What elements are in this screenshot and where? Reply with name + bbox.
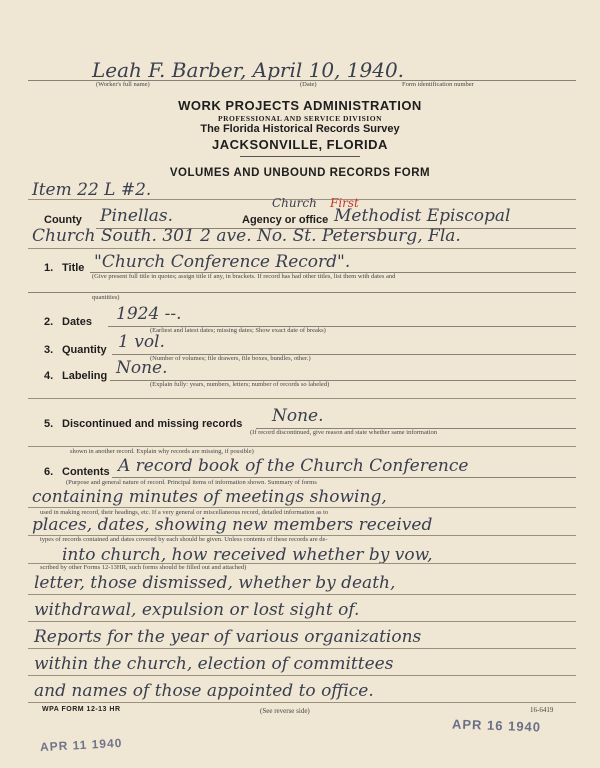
- contents-line-6: withdrawal, expulsion or lost sight of.: [34, 600, 360, 620]
- discontinued-line-2: [28, 446, 576, 447]
- labeling-label: Labeling: [62, 370, 108, 382]
- date-label: (Date): [300, 81, 317, 88]
- title-hint: (Give present full title in quotes; assign title if any, in brackets. If record has had other titles, list them with dates and: [92, 273, 396, 280]
- form-title: VOLUMES AND UNBOUND RECORDS FORM: [169, 167, 431, 179]
- discontinued-value: None.: [272, 406, 324, 426]
- quantity-value: 1 vol.: [118, 332, 165, 352]
- form-number-label: WPA FORM 12-13 HR: [42, 706, 121, 713]
- labeling-line-2: [28, 398, 576, 399]
- contents-line-4: into church, how received whether by vow,: [62, 545, 433, 565]
- quantity-num: 3.: [44, 344, 54, 356]
- agency-insert: Church: [272, 196, 317, 210]
- title-line-2: [28, 292, 576, 293]
- address-line: [28, 248, 576, 249]
- city-heading: JACKSONVILLE, FLORIDA: [212, 137, 388, 152]
- dates-hint: (Earliest and latest dates; missing dates; Show exact date of breaks): [150, 327, 326, 334]
- quantity-hint: (Number of volumes; file drawers, file boxes, bundles, other.): [150, 355, 311, 362]
- contents-hint-3: types of records contained and dates covered by each should be given. Unless contents of these records are de-: [40, 536, 328, 543]
- discontinued-num: 5.: [44, 418, 54, 430]
- contents-hint-4: scribed by other Forms 12-13HR, such forms should be filled out and attached): [40, 564, 247, 571]
- labeling-hint: (Explain fully: years, numbers, letters; number of records so labeled): [150, 381, 330, 388]
- contents-hint-1: (Purpose and general nature of record. Principal items of information shown. Summary of forms: [66, 479, 317, 486]
- agency-address: Church South. 301 2 ave. No. St. Petersburg, Fla.: [32, 226, 461, 246]
- reverse-side-note: (See reverse side): [260, 707, 310, 715]
- division-heading: PROFESSIONAL AND SERVICE DIVISION: [218, 114, 382, 123]
- contents-rule-5: [28, 594, 576, 595]
- contents-rule-2: [28, 507, 576, 508]
- labeling-num: 4.: [44, 370, 54, 382]
- title-num: 1.: [44, 262, 54, 274]
- contents-line-5: letter, those dismissed, whether by death,: [34, 573, 396, 593]
- dates-value: 1924 --.: [116, 304, 182, 324]
- contents-line-7: Reports for the year of various organizations: [34, 627, 422, 647]
- contents-line-9: and names of those appointed to office.: [34, 681, 374, 701]
- dates-num: 2.: [44, 316, 54, 328]
- contents-rule-8: [28, 675, 576, 676]
- dates-label: Dates: [62, 316, 92, 328]
- contents-rule-7: [28, 648, 576, 649]
- discontinued-hint-2: shown in another record. Explain why records are missing, if possible): [70, 448, 254, 455]
- contents-label: Contents: [62, 466, 110, 478]
- quantity-label: Quantity: [62, 344, 107, 356]
- item-reference: Item 22 L #2.: [32, 180, 152, 200]
- agency-label: Agency or office: [242, 214, 329, 226]
- form-id-label: Form identification number: [402, 81, 474, 88]
- print-number: 16-6419: [530, 706, 554, 714]
- labeling-value: None.: [116, 358, 168, 378]
- title-label: Title: [62, 262, 85, 274]
- agency-insert-red: First: [330, 196, 359, 210]
- contents-rule-1: [112, 477, 576, 478]
- contents-rule-9: [28, 702, 576, 703]
- received-stamp-left: APR 11 1940: [39, 735, 123, 755]
- discontinued-label: Discontinued and missing records: [62, 418, 243, 430]
- received-stamp-right: APR 16 1940: [451, 716, 542, 735]
- contents-num: 6.: [44, 466, 54, 478]
- discontinued-hint: (If record discontinued, give reason and state whether same information: [250, 429, 437, 436]
- county-label: County: [44, 214, 82, 226]
- worker-signature-date: Leah F. Barber, April 10, 1940.: [92, 58, 405, 82]
- contents-line-2: containing minutes of meetings showing,: [32, 487, 387, 507]
- contents-line-3: places, dates, showing new members received: [32, 515, 433, 535]
- title-value: "Church Conference Record".: [94, 252, 351, 272]
- contents-line-8: within the church, election of committees: [34, 654, 394, 674]
- contents-line-1: A record book of the Church Conference: [118, 456, 469, 476]
- county-value: Pinellas.: [100, 206, 174, 226]
- contents-rule-6: [28, 621, 576, 622]
- agency-value: Methodist Episcopal: [334, 206, 511, 226]
- contents-hint-2: used in making record, their headings, etc. If a very general or miscellaneous record, detailed information as to: [40, 509, 329, 516]
- worker-name-label: (Worker's full name): [96, 81, 150, 88]
- title-hint-2: quantities): [92, 294, 120, 301]
- survey-heading: The Florida Historical Records Survey: [200, 123, 400, 135]
- header-divider: [240, 156, 360, 157]
- agency-heading: WORK PROJECTS ADMINISTRATION: [178, 98, 422, 113]
